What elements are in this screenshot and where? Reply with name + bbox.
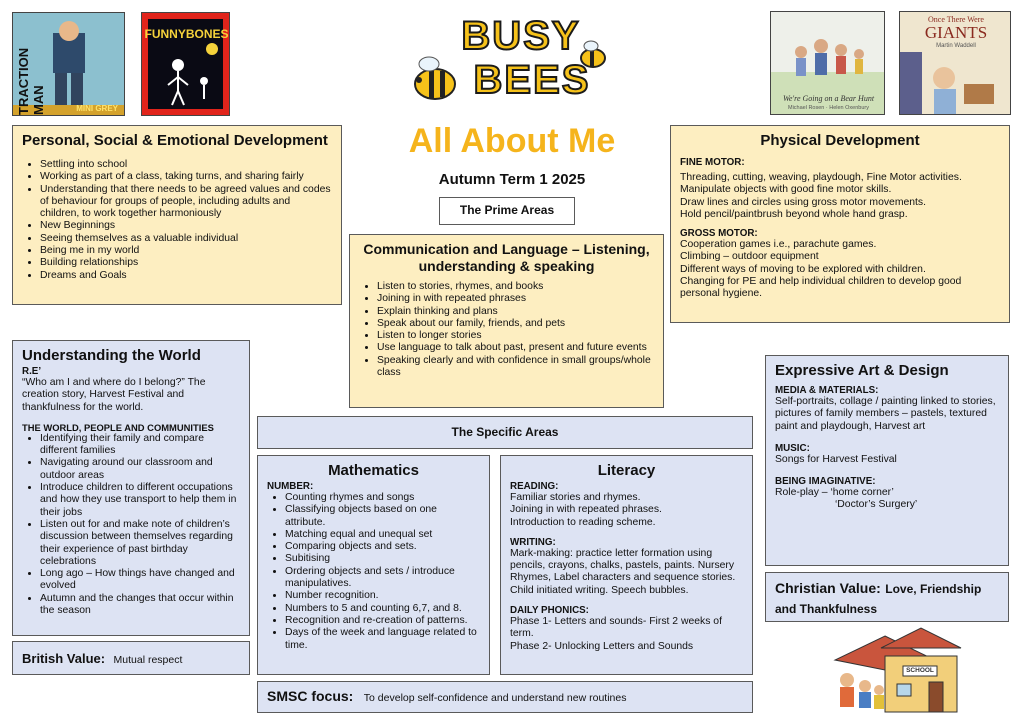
literacy-panel — [500, 455, 753, 675]
phonics-line: Phase 2- Unlocking Letters and Sounds — [510, 640, 694, 652]
phonics-line: Phase 1- Letters and sounds- First 2 weeks of term. — [510, 616, 722, 640]
prime-areas-label — [439, 197, 575, 225]
book-title: We're Going on a Bear Hunt — [782, 94, 875, 103]
british-value-panel — [12, 641, 250, 675]
book-cover-bear-hunt — [770, 11, 885, 115]
list-item: • Joining in with repeated phrases — [377, 293, 654, 305]
fine-motor-label: FINE MOTOR: — [680, 157, 745, 168]
mathematics-list — [267, 492, 480, 652]
list-item: • Days of the week and language related to time. — [285, 627, 480, 652]
christian-value-text: Love, Friendship and Thankfulness — [775, 582, 982, 616]
smsc-panel — [257, 681, 753, 713]
christian-value-label: Christian Value: — [775, 580, 881, 596]
busy-bees-logo — [405, 12, 620, 117]
book-author: MINI GREY — [76, 104, 118, 113]
reading-line: Familiar stories and rhymes. — [510, 492, 641, 503]
physical-panel — [670, 125, 1010, 323]
list-item: • Understanding that there needs to be agreed values and codes of behaviour for groups of people, including adults and children, to work together harmoniously — [40, 184, 332, 221]
music-label: MUSIC: — [775, 442, 810, 454]
list-item: • Working as part of a class, taking turns, and sharing fairly — [40, 171, 332, 183]
list-item: • Navigating around our classroom and outdoor areas — [40, 457, 240, 482]
book-title: FUNNYBONES — [144, 27, 229, 41]
term-label: Autumn Term 1 2025 — [438, 171, 586, 188]
literacy-heading: Literacy — [597, 462, 656, 479]
imaginative-label: BEING IMAGINATIVE: — [775, 476, 876, 488]
list-item: • Speak about our family, friends, and pets — [377, 318, 654, 330]
fine-motor-line: Threading, cutting, weaving, playdough, Fine Motor activities. — [680, 172, 962, 183]
list-item: • Building relationships — [40, 257, 332, 269]
british-value-label: British Value: — [22, 651, 106, 666]
christian-value-panel — [765, 572, 1009, 622]
list-item: • Subitising — [285, 553, 480, 565]
book-title: GIANTS — [924, 23, 988, 42]
list-item: • Being me in my world — [40, 245, 332, 257]
gross-motor-line: Climbing – outdoor equipment — [680, 251, 819, 263]
writing-label: WRITING: — [510, 536, 556, 548]
communication-panel — [349, 234, 664, 408]
gross-motor-label: GROSS MOTOR: — [680, 228, 758, 240]
expressive-art-heading: Expressive Art & Design — [775, 362, 949, 379]
book-author: Martin Waddell — [936, 43, 976, 49]
book-title: TRACTION MAN — [16, 47, 46, 115]
physical-heading: Physical Development — [760, 132, 920, 149]
re-text: “Who am I and where do I belong?” The creation story, Harvest Festival and thankfulness for the world. — [22, 377, 206, 413]
communication-heading: Communication and Language – Listening, understanding & speaking — [363, 241, 650, 274]
psed-heading: Personal, Social & Emotional Development — [22, 132, 328, 149]
list-item: • Seeing themselves as a valuable individual — [40, 233, 332, 245]
imaginative-line: Role-play – ‘home corner’ — [775, 487, 894, 499]
list-item: • Use language to talk about past, present and future events — [377, 342, 654, 354]
school-building-icon — [825, 626, 965, 718]
media-text: Self-portraits, collage / painting linked to stories, pictures of family members – pastels, textured paint and playdough, Harvest art — [775, 396, 996, 432]
list-item: • Comparing objects and sets. — [285, 541, 480, 553]
psed-list — [22, 159, 332, 282]
page-title: All About Me — [408, 122, 616, 160]
list-item: • Listen to longer stories — [377, 330, 654, 342]
book-subtitle: Once There Were — [928, 15, 984, 24]
smsc-text: To develop self-confidence and understand new routines — [363, 692, 627, 704]
phonics-label: DAILY PHONICS: — [510, 605, 589, 617]
understanding-world-panel — [12, 340, 250, 636]
understanding-world-list — [22, 433, 240, 617]
british-value-text: Mutual respect — [113, 654, 183, 666]
list-item: • Listen out for and make note of children’s discussion between themselves regarding their experience of past birthday celebrations — [40, 519, 240, 568]
reading-line: Joining in with repeated phrases. — [510, 504, 662, 516]
gross-motor-line: Different ways of moving to be explored with children. — [680, 263, 926, 275]
list-item: • Counting rhymes and songs — [285, 492, 480, 504]
reading-line: Introduction to reading scheme. — [510, 516, 656, 528]
school-illustration — [825, 626, 965, 718]
fine-motor-line: Draw lines and circles using gross motor movements. — [680, 196, 927, 208]
list-item: • Settling into school — [40, 159, 332, 171]
expressive-art-panel — [765, 355, 1009, 566]
mathematics-heading: Mathematics — [328, 462, 419, 479]
book-cover-giants — [899, 11, 1011, 115]
specific-areas-label — [257, 416, 753, 449]
psed-panel — [12, 125, 342, 305]
fine-motor-line: Hold pencil/paintbrush beyond whole hand grasp. — [680, 208, 908, 220]
mathematics-panel — [257, 455, 490, 675]
book-cover-funnybones — [141, 12, 230, 116]
list-item: • Numbers to 5 and counting 6,7, and 8. — [285, 603, 480, 615]
list-item: • Speaking clearly and with confidence in small groups/whole class — [377, 355, 654, 380]
list-item: • Identifying their family and compare different families — [40, 433, 240, 458]
prime-areas-text: The Prime Areas — [459, 203, 555, 217]
number-label: NUMBER: — [267, 481, 314, 492]
list-item: • Classifying objects based on one attribute. — [285, 504, 480, 529]
imaginative-line: ‘Doctor’s Surgery’ — [835, 499, 918, 511]
smsc-label: SMSC focus: — [267, 688, 354, 704]
logo-line-2: BEES — [473, 58, 591, 102]
fine-motor-line: Manipulate objects with good fine motor skills. — [680, 184, 892, 196]
list-item: • Recognition and re-creation of patterns. — [285, 615, 480, 627]
gross-motor-line: Cooperation games i.e., parachute games. — [680, 239, 877, 251]
list-item: • Explain thinking and plans — [377, 306, 654, 318]
list-item: • Introduce children to different occupations and how they use transport to help them in their jobs — [40, 482, 240, 519]
list-item: • Autumn and the changes that occur within the season — [40, 593, 240, 618]
gross-motor-line: Changing for PE and help individual children to develop good personal hygiene. — [680, 276, 962, 300]
logo-line-1: BUSY — [461, 14, 581, 58]
reading-label: READING: — [510, 481, 559, 492]
list-item: • Dreams and Goals — [40, 270, 332, 282]
media-label: MEDIA & MATERIALS: — [775, 385, 879, 396]
specific-areas-text: The Specific Areas — [451, 425, 559, 439]
school-sign: SCHOOL — [906, 667, 934, 674]
list-item: • Listen to stories, rhymes, and books — [377, 281, 654, 293]
list-item: • Ordering objects and sets / introduce manipulatives. — [285, 566, 480, 591]
world-people-label: THE WORLD, PEOPLE AND COMMUNITIES — [22, 421, 214, 433]
communication-list — [359, 281, 654, 379]
list-item: • Long ago – How things have changed and evolved — [40, 568, 240, 593]
re-label: R.E’ — [22, 366, 42, 377]
book-authors: Michael Rosen · Helen Oxenbury — [787, 105, 869, 111]
list-item: • Matching equal and unequal set — [285, 529, 480, 541]
understanding-world-heading: Understanding the World — [22, 347, 201, 364]
list-item: • Number recognition. — [285, 590, 480, 602]
music-text: Songs for Harvest Festival — [775, 453, 897, 465]
list-item: • New Beginnings — [40, 220, 332, 232]
writing-text: Mark-making: practice letter formation using pencils, crayons, chalks, pastels, paints. Nursery Rhymes, Label characters and sequence stories. Child initiated writing. Speech bubbles. — [510, 547, 736, 596]
book-cover-traction-man — [12, 12, 125, 116]
